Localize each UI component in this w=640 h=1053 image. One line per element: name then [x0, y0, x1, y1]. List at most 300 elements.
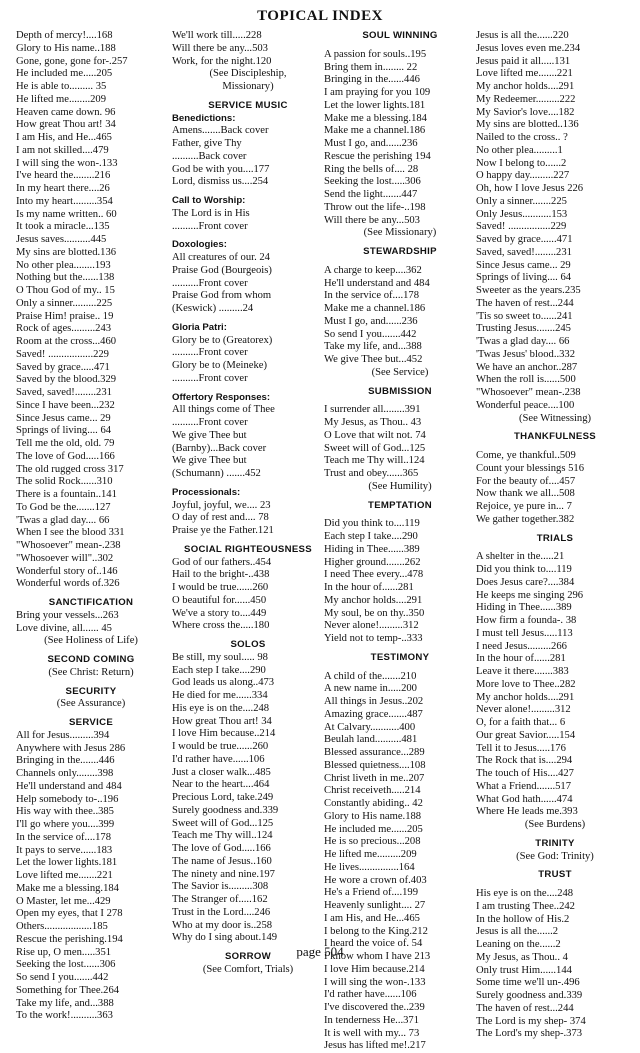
index-entry: At Calvary...........400	[324, 721, 416, 733]
see-also-note: (See Missionary)	[363, 227, 437, 239]
index-entry: I've discovered the..239	[324, 1002, 425, 1013]
index-entry: Nailed to the cross.. ?	[476, 132, 568, 143]
index-entry: Wonderful words of.326	[16, 578, 120, 590]
index-entry: Love divine, all...... 45	[16, 622, 112, 634]
index-entry: We give Thee but	[172, 429, 247, 441]
index-entry: Jesus is all the......2	[476, 926, 559, 938]
index-entry: Make me a blessing.184	[16, 882, 119, 894]
see-also-note: (See Christ: Return)	[48, 666, 134, 678]
index-entry: Precious Lord, take.249	[172, 792, 274, 803]
index-entry: Glory to His name.188	[324, 810, 422, 822]
index-entry: Our great Savior.....154	[476, 729, 576, 741]
index-entry: O happy day.........227	[476, 170, 570, 182]
index-entry: His eye is on the....248	[172, 702, 270, 714]
index-entry: I am not skilled....479	[16, 144, 109, 156]
index-entry: In the service of....178	[16, 831, 112, 843]
index-entry: My Jesus, as Thou.. 43	[324, 417, 422, 428]
index-entry: In tenderness He...371	[324, 1014, 420, 1026]
index-entry: The solid Rock......310	[16, 476, 113, 488]
index-entry: A charge to keep....362	[324, 264, 422, 276]
index-entry: Throw out the life-..198	[324, 201, 426, 213]
index-entry: 'Twas a glad day.... 66	[476, 336, 570, 347]
index-entry: The haven of rest...244	[476, 297, 574, 309]
index-entry: Surely goodness and.339	[476, 990, 583, 1001]
see-also-note: (See Comfort, Trials)	[202, 963, 294, 975]
index-entry: Must I go, and......236	[324, 315, 418, 327]
index-entry: Let the lower lights.181	[324, 99, 426, 111]
index-entry: I surrender all........391	[324, 404, 421, 416]
index-entry: Is my name written.. 60	[16, 208, 117, 220]
index-entry: (Keswick) .........24	[172, 303, 254, 314]
index-entry: Must I go, and......236	[324, 138, 418, 149]
index-entry: Lord, dismiss us....254	[172, 176, 269, 188]
index-entry: God leads us along..473	[172, 677, 275, 689]
index-entry: Send the light.......447	[324, 189, 418, 200]
index-entry: "Whosoever will"..302	[16, 552, 114, 564]
index-entry: ..........Front cover	[172, 347, 248, 359]
index-entry: Springs of living.... 64	[476, 272, 572, 284]
index-entry: The Lord's my shep-.373	[476, 1028, 583, 1040]
index-entry: O Thou God of my.. 15	[16, 285, 115, 296]
index-entry: Hail to the bright-..438	[172, 569, 270, 581]
index-entry: Blessed assurance...289	[324, 747, 425, 758]
section-heading: STEWARDSHIP	[363, 246, 437, 257]
index-entry: Others..................185	[16, 921, 108, 932]
index-entry: Open my eyes, that I 278	[16, 908, 123, 920]
index-entry: He's a Friend of....199	[324, 887, 418, 899]
index-entry: Beulah land..........481	[324, 734, 418, 746]
index-entry: Only a sinner.......225	[476, 195, 567, 207]
index-entry: I am His, and He...465	[324, 912, 420, 924]
index-entry: My anchor holds....291	[476, 691, 575, 703]
index-entry: He is able to......... 35	[16, 81, 107, 92]
index-entry: For the beauty of....457	[476, 475, 576, 487]
index-entry: Work, for the night.120	[172, 55, 272, 67]
index-entry: Glory be to (Meineke)	[172, 360, 268, 371]
index-entry: I love Him because..214	[172, 728, 276, 740]
index-entry: Sweet will of God...125	[172, 817, 274, 829]
index-entry: He'll understand and 484	[16, 780, 122, 792]
index-entry: Saved, saved!........231	[476, 246, 572, 258]
index-entry: Love lifted me.......221	[16, 870, 113, 881]
index-entry: Let the lower lights.181	[16, 857, 118, 869]
index-entry: The name of Jesus..160	[172, 855, 272, 867]
index-entry: Hiding in Thee......389	[324, 543, 420, 555]
index-entry: The Lord is my shep- 374	[476, 1015, 586, 1027]
index-entry: I'd rather have......106	[172, 753, 265, 765]
index-entry: I am praying for you 109	[324, 87, 431, 98]
index-entry: Leaning on the......2	[476, 939, 561, 950]
index-entry: So send I you.......442	[16, 972, 109, 983]
index-entry: My sins are blotted..136	[476, 119, 579, 131]
index-entry: In my heart there....26	[16, 183, 110, 194]
index-entry: I need Thee every...478	[324, 569, 424, 581]
index-entry: My Redeemer.........222	[476, 93, 576, 105]
index-entry: Constantly abiding.. 42	[324, 798, 423, 809]
index-entry: Make me a channel.186	[324, 303, 426, 314]
index-entry: The old rugged cross 317	[16, 463, 124, 475]
section-heading: TRUST	[538, 869, 572, 881]
index-entry: O Master, let me...429	[16, 895, 111, 907]
index-entry: The love of God.....166	[172, 843, 271, 854]
index-entry: ..........Front cover	[172, 220, 248, 232]
index-entry: I'll go where you....399	[16, 819, 115, 830]
index-entry: Count your blessings 516	[476, 462, 585, 474]
index-entry: Depth of mercy!....168	[16, 30, 113, 41]
index-entry: To God be the.......127	[16, 501, 111, 513]
subsection-heading: Benedictions:	[172, 112, 236, 124]
index-entry: Glory to His name..188	[16, 42, 116, 54]
index-entry: Help somebody to-..196	[16, 793, 119, 805]
index-column-3	[324, 30, 476, 1053]
index-entry: O day of rest and.... 78	[172, 512, 269, 524]
index-entry: I will sing the won-.133	[16, 157, 118, 169]
index-entry: Who at my door is..258	[172, 919, 273, 931]
index-entry: When the roll is......500	[476, 374, 576, 386]
index-entry: Hiding in Thee......389	[476, 602, 572, 614]
index-entry: Nothing but the......138	[16, 272, 115, 284]
index-entry: Take my life, and...388	[16, 997, 114, 1009]
index-entry: Praise Him! praise.. 19	[16, 310, 114, 322]
index-entry: Saved by grace.....471	[16, 361, 110, 373]
index-entry: ..........Back cover	[172, 150, 247, 162]
index-entry: It pays to serve......183	[16, 844, 113, 856]
index-entry: Since I have been...232	[16, 399, 115, 411]
index-entry: Will there be any...503	[172, 42, 268, 54]
index-entry: Where He leads me.393	[476, 806, 578, 818]
index-entry: The touch of His....427	[476, 768, 574, 779]
index-entry: Anywhere with Jesus 286	[16, 742, 126, 754]
index-entry: Teach me Thy will..124	[172, 830, 273, 842]
index-entry: Wonderful story of..146	[16, 565, 118, 577]
index-entry: Some time we'll un-.496	[476, 977, 580, 989]
section-heading: THANKFULNESS	[514, 431, 596, 443]
section-heading: SECURITY	[65, 685, 117, 697]
index-entry: Yield not to temp-..333	[324, 633, 423, 644]
index-entry: Trust in the Lord....246	[172, 906, 271, 918]
index-entry: To the work!..........363	[16, 1010, 113, 1022]
index-entry: The haven of rest...244	[476, 1002, 574, 1014]
index-entry: Saved! ................229	[476, 221, 567, 233]
index-entry: How great Thou art! 34	[16, 119, 116, 131]
index-entry: Rock of ages.........243	[16, 323, 112, 335]
index-entry: Surely goodness and.339	[172, 804, 279, 816]
index-entry: In the service of....178	[324, 290, 420, 302]
section-heading: SOLOS	[230, 639, 266, 650]
index-entry: Now I belong to......2	[476, 157, 567, 169]
index-entry: All for Jesus.........394	[16, 729, 110, 741]
index-entry: Rescue the perishing 194	[324, 150, 431, 162]
index-entry: Jesus paid it all.....131	[476, 55, 571, 67]
index-entry: His way with thee..385	[16, 806, 114, 818]
index-entry: Jesus is all the......220	[476, 30, 569, 41]
index-entry: The Stranger of.....162	[172, 894, 268, 905]
index-entry: Joyful, joyful, we.... 23	[172, 499, 271, 511]
index-entry: O Love that wilt not. 74	[324, 429, 426, 441]
index-entry: Where cross the.....180	[172, 620, 270, 632]
section-heading: TESTIMONY	[370, 651, 430, 663]
index-entry: 'Tis so sweet to......241	[476, 310, 573, 322]
index-entry: My Savior's love....182	[476, 106, 575, 118]
index-entry: He'll understand and 484	[324, 277, 430, 289]
index-entry: Heavenly sunlight.... 27	[324, 900, 426, 911]
index-entry: Tell it to Jesus.....176	[476, 742, 566, 754]
index-entry: His eye is on the....248	[476, 888, 574, 899]
index-entry: We have an anchor..287	[476, 361, 578, 373]
index-entry: We give Thee but...452	[324, 354, 423, 365]
index-entry: Christ receiveth.....214	[324, 785, 421, 797]
index-entry: How great Thou art! 34	[172, 715, 272, 727]
index-entry: I love Him because.214	[324, 963, 425, 975]
index-entry: 'Twas Jesus' blood..332	[476, 348, 576, 360]
index-entry: Jesus has lifted me!.217	[324, 1040, 426, 1052]
index-entry: No other plea.........1	[476, 144, 563, 156]
index-entry: I am trusting Thee..242	[476, 900, 575, 912]
subsection-heading: Processionals:	[172, 486, 241, 498]
index-entry: Praise God from whom	[172, 290, 272, 302]
index-entry: ..........Front cover	[172, 417, 248, 428]
index-entry: I belong to the King.212	[324, 925, 428, 937]
index-entry: What God hath......474	[476, 793, 573, 805]
index-entry: Be still, my soul..... 98	[172, 651, 268, 663]
index-entry: Saved by the blood.329	[16, 374, 117, 386]
section-heading: SERVICE	[68, 717, 114, 728]
index-entry: God of our fathers..454	[172, 556, 272, 568]
index-entry: Each step I take....290	[172, 664, 266, 676]
index-entry: Bringing in the......446	[324, 74, 420, 86]
section-heading: SOCIAL RIGHTEOUSNESS	[184, 543, 312, 555]
index-entry: The love of God.....166	[16, 450, 115, 462]
index-entry: In the hollow of His.2	[476, 913, 570, 925]
index-entry: The Lord is in His	[172, 207, 250, 219]
index-entry: When I see the blood 331	[16, 527, 125, 539]
index-entry: My soul, be on thy..350	[324, 607, 425, 619]
section-heading: SERVICE MUSIC	[208, 99, 288, 111]
index-entry: He lifted me.........209	[324, 849, 417, 860]
index-entry: It took a miracle...135	[16, 221, 110, 233]
index-entry: I need Jesus.........266	[476, 640, 567, 652]
index-entry: Jesus loves even me.234	[476, 42, 581, 54]
section-heading: SORROW	[224, 951, 272, 962]
index-entry: Sweeter as the years.235	[476, 285, 581, 296]
index-entry: I heard the voice of. 54	[324, 938, 423, 950]
index-entry: Gone, gone, gone for-.257	[16, 55, 128, 67]
index-entry: All things in Jesus..202	[324, 696, 424, 707]
index-entry: Oh, how I love Jesus 226	[476, 183, 584, 194]
index-entry: ..........Front cover	[172, 277, 248, 289]
index-entry: My anchor holds....291	[476, 81, 575, 92]
index-entry: A passion for souls..195	[324, 48, 427, 60]
index-entry: There is a fountain..141	[16, 489, 117, 500]
page-number: page 504	[296, 944, 344, 959]
index-entry: Bringing in the.......446	[16, 755, 115, 767]
index-entry: We've a story to....449	[172, 607, 267, 619]
index-entry: Did you think to....119	[476, 564, 572, 575]
index-entry: Just a closer walk...485	[172, 766, 271, 778]
index-entry: He keeps me singing 296	[476, 589, 584, 601]
see-also-note: (See Humility)	[368, 480, 432, 492]
index-entry: What a Friend.......517	[476, 780, 572, 792]
index-entry: He lives...............164	[324, 861, 415, 873]
see-also-note: (See Holiness of Life)	[44, 635, 138, 647]
index-entry: Heaven came down. 96	[16, 106, 116, 118]
section-heading: SUBMISSION	[368, 385, 432, 397]
index-entry: Trust and obey......365	[324, 468, 419, 479]
index-entry: Amazing grace.......487	[324, 708, 423, 720]
index-entry: Near to the heart....464	[172, 779, 270, 791]
index-entry: I'd rather have......106	[324, 989, 417, 1001]
see-also-note: (See God: Trinity)	[516, 850, 594, 862]
subsection-heading: Doxologies:	[172, 239, 227, 251]
index-entry: Rescue the perishing.194	[16, 933, 123, 945]
see-also-note: (See Burdens)	[524, 819, 586, 830]
index-entry: Rejoice, ye pure in... 7	[476, 501, 572, 512]
index-entry: Room at the cross...460	[16, 336, 117, 347]
index-entry: Since Jesus came... 29	[476, 259, 571, 271]
index-entry: Did you think to....119	[324, 518, 420, 530]
index-entry: Tell me the old, old. 79	[16, 438, 115, 449]
index-entry: Bring them in........ 22	[324, 61, 418, 73]
index-entry: I must tell Jesus.....113	[476, 627, 573, 639]
index-entry: (Schumann) .......452	[172, 468, 261, 479]
index-entry: Praise ye the Father.121	[172, 525, 274, 536]
index-entry: I would be true......260	[172, 741, 269, 752]
index-entry: Never alone!.........312	[324, 620, 419, 632]
index-entry: I will sing the won-.133	[324, 976, 426, 988]
section-heading: TEMPTATION	[368, 499, 432, 511]
index-entry: Ring the bells of.... 28	[324, 163, 419, 175]
index-entry: He died for me......334	[172, 690, 268, 701]
see-also-note: Missionary)	[222, 81, 274, 92]
index-entry: Leave it there.......383	[476, 666, 569, 677]
index-entry: Saved by grace......471	[476, 234, 573, 245]
see-also-note: (See Service)	[371, 366, 429, 378]
index-entry: Make me a blessing.184	[324, 112, 427, 124]
index-entry: Only Jesus...........153	[476, 208, 568, 220]
index-entry: I would be true......260	[172, 582, 269, 593]
index-entry: Make me a channel.186	[324, 125, 426, 137]
index-entry: In the hour of......281	[476, 653, 566, 665]
index-entry: Bring your vessels...263	[16, 609, 119, 621]
index-entry: It is well with my... 73	[324, 1027, 420, 1039]
section-heading: SANCTIFICATION	[48, 597, 134, 608]
index-entry: Wonderful peace....100	[476, 399, 575, 411]
index-entry: Father, give Thy	[172, 138, 242, 149]
index-entry: I am His, and He...465	[16, 132, 112, 143]
index-entry: How firm a founda-. 38	[476, 615, 577, 626]
index-entry: Jesus saves..........445	[16, 234, 107, 245]
index-entry: ..........Front cover	[172, 372, 248, 384]
index-entry: 'Twas a glad day.... 66	[16, 514, 110, 526]
index-entry: All creatures of our. 24	[172, 252, 270, 263]
index-entry: Will there be any...503	[324, 214, 420, 226]
index-entry: A shelter in the.....21	[476, 551, 565, 563]
index-entry: I've heard the........216	[16, 170, 111, 182]
index-entry: More love to Thee..282	[476, 678, 576, 690]
index-entry: God be with you....177	[172, 163, 270, 175]
index-entry: Seeking the lost.....306	[324, 176, 421, 188]
index-entry: Something for Thee.264	[16, 984, 120, 996]
index-entry: Now thank we all...508	[476, 488, 575, 500]
index-entry: The ninety and nine.197	[172, 868, 275, 880]
index-entry: Come, ye thankful..509	[476, 450, 576, 461]
index-entry: A new name in.....200	[324, 683, 417, 695]
index-entry: Saved, saved!........231	[16, 387, 112, 398]
index-entry: So send I you.......442	[324, 328, 417, 340]
index-entry: The Savior is.........308	[172, 881, 269, 893]
section-heading: TRINITY	[535, 837, 575, 849]
index-entry: He included me.....205	[16, 68, 113, 80]
index-entry: Praise God (Bourgeois)	[172, 264, 272, 276]
index-entry: Higher ground.......262	[324, 556, 421, 568]
index-entry: Never alone!.........312	[476, 704, 571, 716]
section-heading: SECOND COMING	[47, 654, 135, 665]
index-entry: Christ liveth in me..207	[324, 772, 425, 784]
index-entry: "Whosoever" mean-.238	[16, 540, 121, 551]
index-entry: Into my heart.........354	[16, 195, 113, 207]
index-entry: "Whosoever" mean-.238	[476, 387, 581, 398]
index-column-1	[16, 30, 166, 1023]
page-title: TOPICAL INDEX	[257, 8, 383, 24]
index-entry: My Jesus, as Thou.. 4	[476, 951, 568, 963]
index-entry: Glory be to (Greatorex)	[172, 334, 273, 346]
index-entry: My sins are blotted.136	[16, 246, 117, 258]
index-column-4	[476, 30, 634, 1041]
index-entry: A child of the.......210	[324, 670, 417, 682]
see-also-note: (See Assurance)	[56, 698, 126, 710]
see-also-note: (See Discipleship,	[209, 68, 287, 80]
index-entry: Love lifted me.......221	[476, 68, 573, 80]
index-entry: Why do I sing about.149	[172, 932, 278, 944]
index-entry: I know whom I have 213	[324, 951, 431, 962]
index-entry: (Barnby)...Back cover	[172, 442, 267, 454]
index-entry: We gather together.382	[476, 513, 575, 525]
index-entry: He is so precious...208	[324, 836, 421, 848]
index-entry: O beautiful for......450	[172, 594, 267, 606]
index-entry: Only a sinner.........225	[16, 297, 113, 309]
index-entry: Rise up, O men.....351	[16, 946, 112, 958]
index-entry: No other plea........193	[16, 259, 111, 271]
index-entry: Only trust Him......144	[476, 964, 572, 976]
index-entry: Amens.......Back cover	[172, 125, 269, 137]
index-entry: Teach me Thy will..124	[324, 455, 425, 467]
subsection-heading: Gloria Patri:	[172, 321, 227, 333]
subsection-heading: Call to Worship:	[172, 195, 246, 206]
index-entry: Does Jesus care?....384	[476, 576, 575, 588]
index-entry: Trusting Jesus.......245	[476, 323, 571, 335]
subsection-heading: Offertory Responses:	[172, 391, 271, 403]
index-entry: The Rock that is....294	[476, 755, 573, 767]
section-heading: TRIALS	[536, 532, 574, 544]
index-entry: In the hour of......281	[324, 582, 414, 593]
index-entry: He included me......205	[324, 823, 423, 835]
index-entry: Seeking the lost......306	[16, 959, 116, 971]
index-entry: Sweet will of God...125	[324, 442, 426, 454]
index-entry: Blessed quietness....108	[324, 759, 426, 771]
see-also-note: (See Witnessing)	[518, 412, 592, 424]
index-column-2	[172, 30, 324, 977]
index-entry: We give Thee but	[172, 455, 247, 467]
index-entry: O, for a faith that... 6	[476, 717, 566, 728]
index-entry: Springs of living.... 64	[16, 425, 112, 437]
index-entry: My anchor holds....291	[324, 594, 423, 606]
index-entry: Channels only........398	[16, 768, 114, 779]
section-heading: SOUL WINNING	[362, 30, 438, 41]
index-entry: He wore a crown of.403	[324, 874, 427, 886]
index-entry: All things come of Thee	[172, 404, 275, 416]
index-entry: Since Jesus came... 29	[16, 412, 111, 424]
index-entry: Take my life, and...388	[324, 341, 422, 353]
